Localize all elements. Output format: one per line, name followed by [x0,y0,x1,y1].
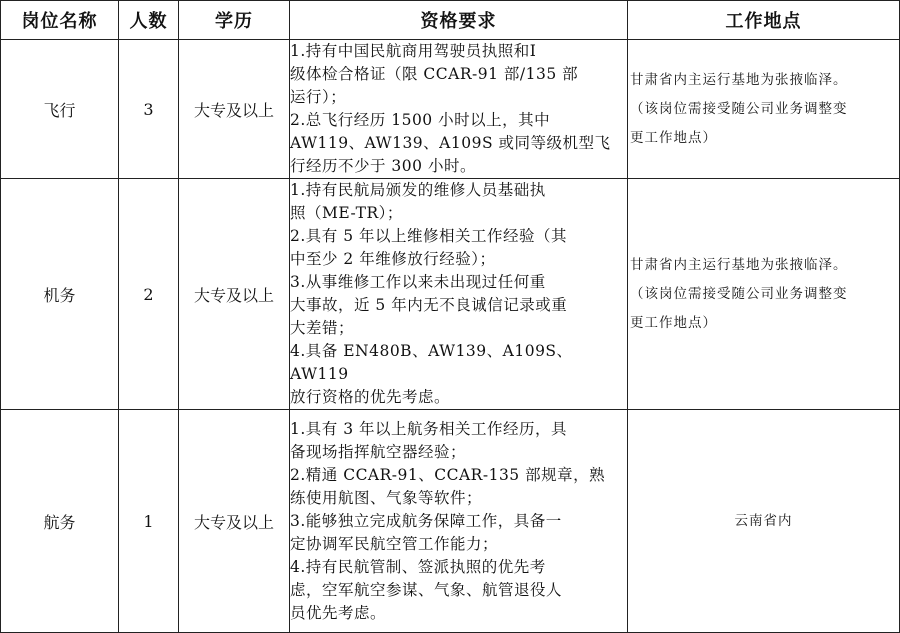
requirement-line: 中至少 2 年维修放行经验）； [290,250,496,268]
requirements-cell [290,40,628,179]
location-line: 更工作地点） [630,129,717,146]
requirement-line: 行经历不少于 300 小时。 [290,157,476,175]
requirements-cell [290,179,628,410]
table-row [1,179,900,410]
requirement-line: 1.持有中国民航商用驾驶员执照和Ⅰ [290,42,537,60]
requirement-line: 员优先考虑。 [290,603,387,622]
location-line: （该岗位需接受随公司业务调整变 [630,100,848,117]
requirement-line: 2.具有 5 年以上维修相关工作经验（其 [290,227,568,245]
position-cell: 机务 [1,179,119,410]
location-cell [628,179,900,410]
table-row [1,410,900,633]
table-header-row [1,1,900,40]
header-requirements: 资格要求 [290,1,628,40]
requirement-line: 1.具有 3 年以上航务相关工作经历，具 [290,419,568,438]
requirement-line: 定协调军民航空管工作能力； [290,534,499,553]
location-cell [628,40,900,179]
requirement-line: AW119、AW139、A109S 或同等级机型飞 [290,134,611,152]
location-line: （该岗位需接受随公司业务调整变 [630,285,848,302]
requirement-line: 照（ME-TR）； [290,204,403,222]
requirements-cell [290,410,628,633]
requirement-line: 级体检合格证（限 CCAR-91 部/135 部 [290,65,579,83]
requirement-line: 练使用航图、气象等软件； [290,488,483,507]
requirement-line: 放行资格的优先考虑。 [290,388,451,406]
header-position: 岗位名称 [1,1,119,40]
location-line: 更工作地点） [630,314,717,331]
requirement-line: 1.持有民航局颁发的维修人员基础执 [290,181,546,199]
requirement-line: 运行）； [290,88,347,106]
location-line: 甘肃省内主运行基地为张掖临泽。 [630,71,848,88]
header-education: 学历 [179,1,290,40]
requirement-line: 4.持有民航管制、签派执照的优先考 [290,557,546,576]
location-cell [628,410,900,633]
header-location: 工作地点 [628,1,900,40]
education-cell: 大专及以上 [179,40,290,179]
education-cell: 大专及以上 [179,179,290,410]
position-cell: 飞行 [1,40,119,179]
requirement-line: 虑，空军航空参谋、气象、航管退役人 [290,580,563,599]
location-line: 云南省内 [734,512,793,529]
header-count: 人数 [119,1,179,40]
education-cell: 大专及以上 [179,410,290,633]
requirement-line: 备现场指挥航空器经验； [290,442,467,461]
count-cell: 1 [119,410,179,633]
requirement-line: 2.总飞行经历 1500 小时以上，其中 [290,111,551,129]
table-row [1,40,900,179]
count-cell: 2 [119,179,179,410]
requirement-line: 4.具备 EN480B、AW139、A109S、AW119 [290,342,573,383]
requirement-line: 3.能够独立完成航务保障工作，具备一 [290,511,562,530]
requirement-line: 大差错； [290,319,355,337]
count-cell: 3 [119,40,179,179]
requirement-line: 大事故，近 5 年内无不良诚信记录或重 [290,296,568,314]
requirement-line: 2.精通 CCAR-91、CCAR-135 部规章，熟 [290,465,606,484]
requirement-line: 3.从事维修工作以来未出现过任何重 [290,273,546,291]
location-line: 甘肃省内主运行基地为张掖临泽。 [630,256,848,273]
position-cell: 航务 [1,410,119,633]
